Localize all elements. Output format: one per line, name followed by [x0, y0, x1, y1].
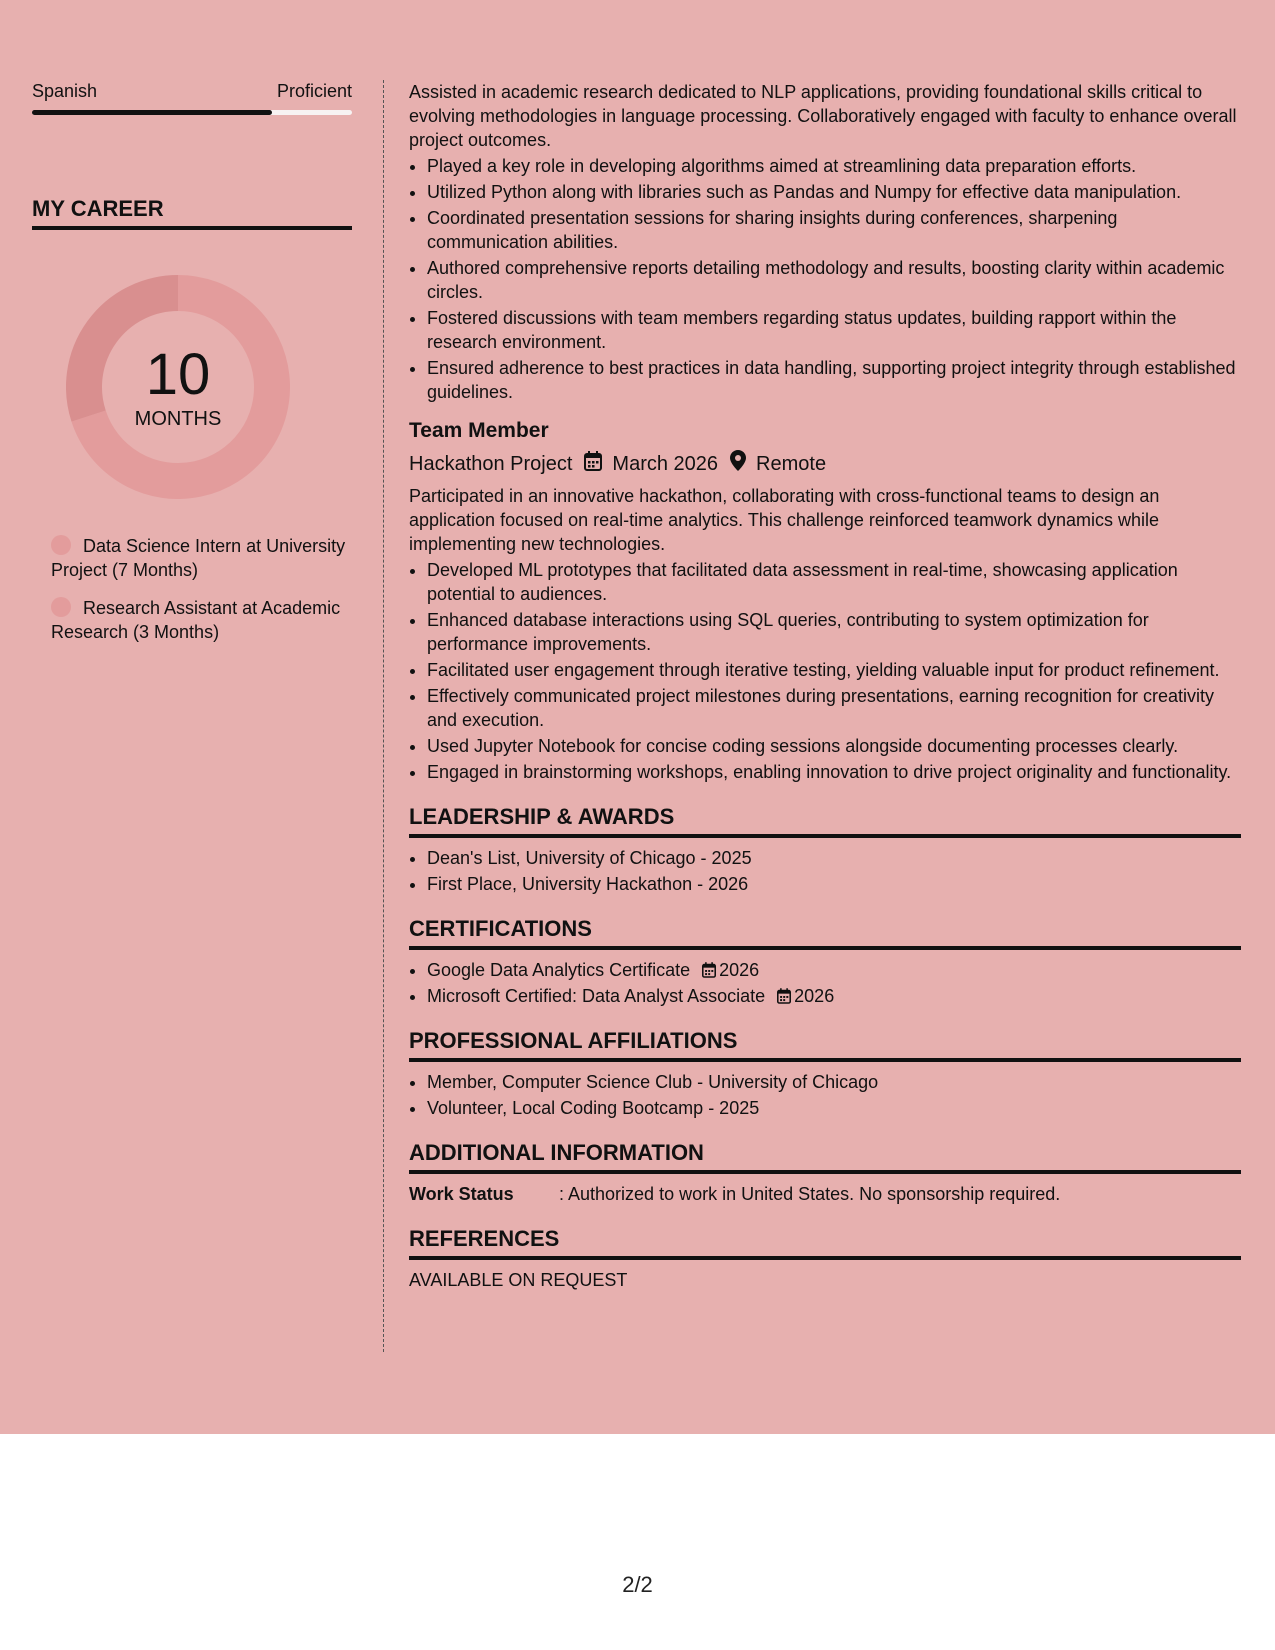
job-bullet: • Developed ML prototypes that facilitated data assessment in real-time, showcasing application potential to audiences. [427, 558, 1241, 606]
experience-bullet: • Utilized Python along with libraries such as Pandas and Numpy for effective data manipulation. [427, 180, 1241, 204]
certification-name: Microsoft Certified: Data Analyst Associate [427, 986, 766, 1006]
legend-dot-icon [51, 597, 71, 617]
experience-bullets [427, 154, 1241, 404]
legend-dot-icon [51, 535, 71, 555]
language-proficiency-fill [32, 110, 272, 115]
leadership-list [427, 846, 1241, 896]
references-text: AVAILABLE ON REQUEST [409, 1270, 628, 1290]
career-legend-label: Research Assistant at Academic Research (3 Months) [51, 598, 341, 642]
career-donut-chart [66, 275, 290, 499]
affiliations-heading: PROFESSIONAL AFFILIATIONS [409, 1028, 1241, 1062]
job-bullet: • Enhanced database interactions using SQL queries, contributing to system optimization for performance improvements. [427, 608, 1241, 656]
job-bullet: • Engaged in brainstorming workshops, enabling innovation to drive project originality and functionality. [427, 760, 1241, 784]
certification-name: Google Data Analytics Certificate [427, 960, 691, 980]
page-number: 2/2 [622, 1572, 653, 1597]
calendar-icon [584, 451, 602, 478]
leadership-item: • First Place, University Hackathon - 2026 [427, 872, 1241, 896]
experience-bullet: • Fostered discussions with team members regarding status updates, building rapport within the research environment. [427, 306, 1241, 354]
job-location: Remote [756, 453, 827, 475]
language-name: Spanish [32, 81, 98, 101]
certification-year: 2026 [794, 986, 835, 1006]
work-status-label: Work Status [409, 1184, 514, 1204]
certification-date [702, 960, 759, 980]
experience-summary: Assisted in academic research dedicated to NLP applications, providing foundational skills critical to evolving methodologies in language processing. Collaboratively engaged with faculty to enhance overall project outcomes. [409, 82, 1237, 150]
affiliation-item: • Member, Computer Science Club - University of Chicago [427, 1070, 1241, 1094]
certification-date [777, 986, 834, 1006]
career-legend-item [51, 596, 351, 644]
job-bullet: • Used Jupyter Notebook for concise coding sessions alongside documenting processes clearly. [427, 734, 1241, 758]
career-legend [51, 534, 351, 658]
experience-bullet: • Authored comprehensive reports detailing methodology and results, boosting clarity within academic circles. [427, 256, 1241, 304]
job-bullet: • Effectively communicated project milestones during presentations, earning recognition for creativity and execution. [427, 684, 1241, 732]
affiliation-item: • Volunteer, Local Coding Bootcamp - 2025 [427, 1096, 1241, 1120]
certification-item [427, 958, 1241, 982]
career-legend-item [51, 534, 351, 582]
references-heading: REFERENCES [409, 1226, 1241, 1260]
calendar-icon [702, 962, 716, 978]
work-status-value: : Authorized to work in United States. No sponsorship required. [559, 1184, 1061, 1204]
column-divider [383, 80, 384, 1352]
language-row [32, 80, 352, 102]
experience-bullet: • Played a key role in developing algorithms aimed at streamlining data preparation efforts. [427, 154, 1241, 178]
map-pin-icon [730, 450, 746, 478]
additional-info-heading: ADDITIONAL INFORMATION [409, 1140, 1241, 1174]
right-column [409, 80, 1241, 1292]
career-total-number: 10 [145, 342, 211, 407]
certification-year: 2026 [719, 960, 760, 980]
language-level: Proficient [276, 81, 352, 101]
job-date: March 2026 [612, 453, 719, 475]
certifications-list [427, 958, 1241, 1008]
experience-bullet: • Ensured adherence to best practices in data handling, supporting project integrity through established guidelines. [427, 356, 1241, 404]
calendar-icon [777, 988, 791, 1004]
language-proficiency-bar [32, 110, 352, 115]
career-legend-label: Data Science Intern at University Project (7 Months) [51, 536, 346, 580]
job-bullets [427, 558, 1241, 784]
work-status-row [409, 1182, 1241, 1206]
job-company: Hackathon Project [409, 453, 573, 475]
job-title: Team Member [409, 419, 549, 442]
certifications-heading: CERTIFICATIONS [409, 916, 1241, 950]
job-meta [409, 450, 1241, 478]
career-heading: MY CAREER [32, 196, 352, 230]
left-column [32, 80, 352, 642]
job-bullet: • Facilitated user engagement through iterative testing, yielding valuable input for product refinement. [427, 658, 1241, 682]
experience-bullet: • Coordinated presentation sessions for sharing insights during conferences, sharpening communication abilities. [427, 206, 1241, 254]
certification-item [427, 984, 1241, 1008]
career-total-unit: MONTHS [134, 408, 222, 430]
leadership-heading: LEADERSHIP & AWARDS [409, 804, 1241, 838]
job-summary: Participated in an innovative hackathon, collaborating with cross-functional teams to design an application focused on real-time analytics. This challenge reinforced teamwork dynamics while implementing new technologies. [409, 486, 1160, 554]
affiliations-list [427, 1070, 1241, 1120]
leadership-item: • Dean's List, University of Chicago - 2025 [427, 846, 1241, 870]
